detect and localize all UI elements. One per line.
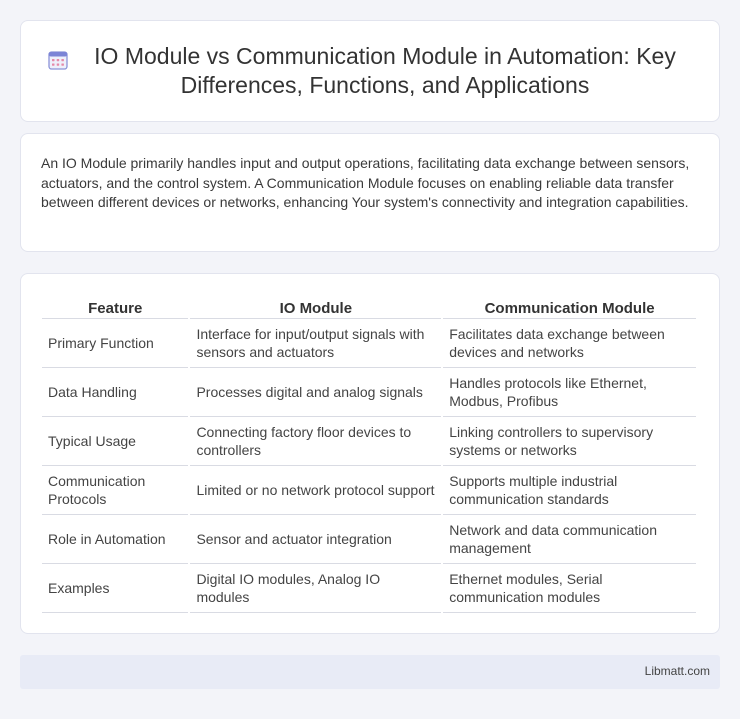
table-cell: Facilitates data exchange between devices and networks (443, 319, 696, 368)
intro-card (20, 133, 720, 252)
table-row (42, 515, 696, 564)
comparison-table (40, 294, 698, 613)
footer-brand[interactable]: Libmatt.com (644, 664, 710, 678)
table-cell: Network and data communication management (443, 515, 696, 564)
footer-bar (20, 655, 720, 689)
table-cell: Ethernet modules, Serial communication modules (443, 564, 696, 613)
table-cell: Interface for input/output signals with sensors and actuators (190, 319, 441, 368)
table-cell: Supports multiple industrial communication standards (443, 466, 696, 515)
table-cell: Handles protocols like Ethernet, Modbus, Profibus (443, 368, 696, 417)
table-cell: Primary Function (42, 319, 188, 368)
table-header-row (42, 294, 696, 319)
table-row (42, 564, 696, 613)
table-cell: Connecting factory floor devices to controllers (190, 417, 441, 466)
table-row (42, 466, 696, 515)
table-cell: Processes digital and analog signals (190, 368, 441, 417)
table-cell: Role in Automation (42, 515, 188, 564)
table-cell: Sensor and actuator integration (190, 515, 441, 564)
table-cell: Data Handling (42, 368, 188, 417)
table-cell: Limited or no network protocol support (190, 466, 441, 515)
table-row (42, 368, 696, 417)
column-header-io-module: IO Module (190, 294, 441, 319)
table-row (42, 417, 696, 466)
table-cell: Digital IO modules, Analog IO modules (190, 564, 441, 613)
page-title: IO Module vs Communication Module in Automation: Key Differences, Functions, and Applications (94, 43, 676, 98)
table-cell: Communication Protocols (42, 466, 188, 515)
intro-paragraph: An IO Module primarily handles input and output operations, facilitating data exchange between sensors, actuators, and the control system. A Communication Module focuses on enabling reliable data transfer between different devices or networks, enhancing Your system's connectivity and integration capabilities. (41, 155, 690, 210)
table-row (42, 319, 696, 368)
table-cell: Typical Usage (42, 417, 188, 466)
comparison-table-card (20, 273, 720, 634)
title-card (20, 20, 720, 122)
column-header-feature: Feature (42, 294, 188, 319)
column-header-communication-module: Communication Module (443, 294, 696, 319)
table-cell: Examples (42, 564, 188, 613)
table-cell: Linking controllers to supervisory systems or networks (443, 417, 696, 466)
